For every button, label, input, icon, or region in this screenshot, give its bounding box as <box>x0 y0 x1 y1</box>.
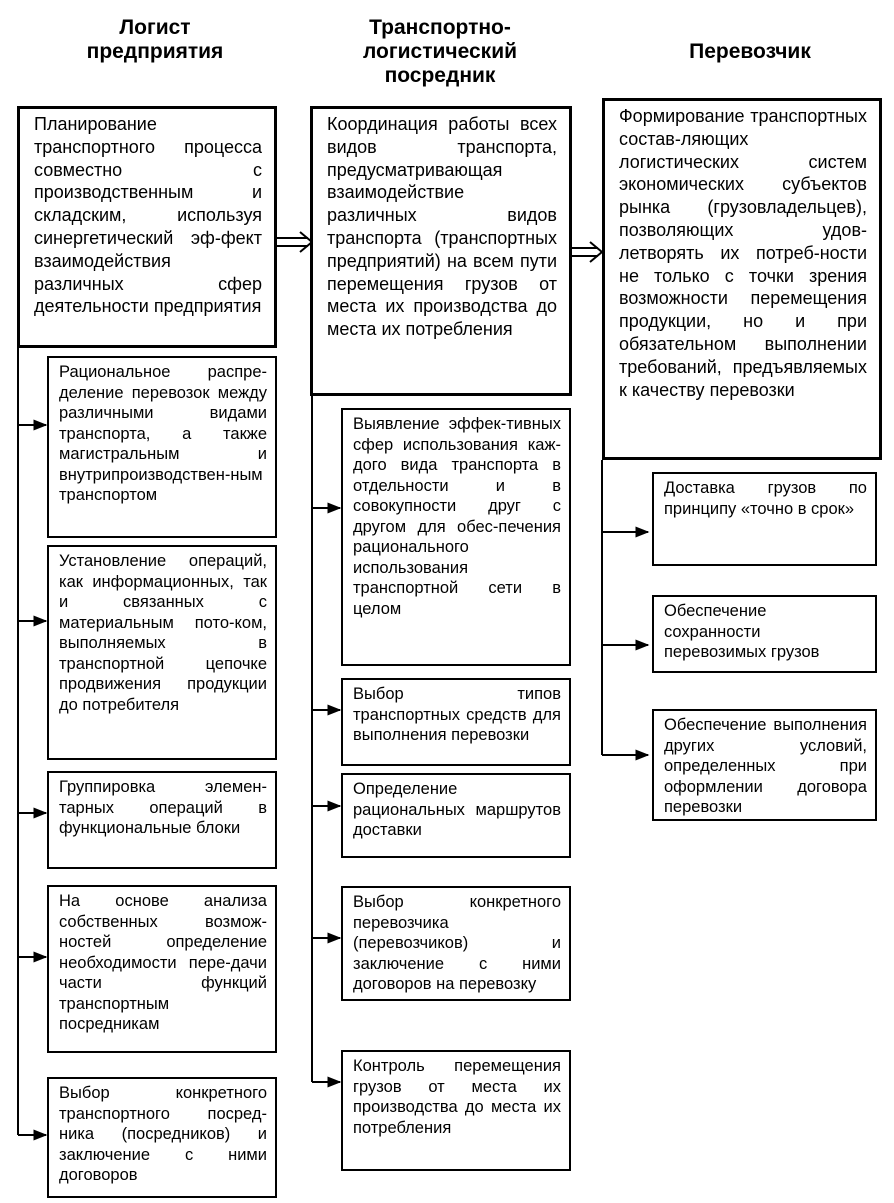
carrier-item-text: Обеспечение сохранности перевозимых грузов <box>664 602 820 661</box>
intermediary-item-text: Выбор типов транспортных средств для выполнения перевозки <box>353 685 561 744</box>
intermediary-item-text: Контроль перемещения грузов от места их производства до места их потребления <box>353 1057 561 1137</box>
intermediary-item-box <box>341 1050 571 1171</box>
carrier-main-box <box>602 98 882 460</box>
intermediary-item-box <box>341 886 571 1001</box>
logist-item-box <box>47 771 277 869</box>
double-arrow-icon <box>277 232 312 252</box>
logist-main-text: Планирование транспортного процесса совместно с производственным и складским, используя синергетический эф-фект взаимодействия различных сфер деятельности предприятия <box>34 114 262 317</box>
carrier-item-box <box>652 472 877 566</box>
logist-item-box <box>47 885 277 1053</box>
header-logist: Логист предприятия <box>86 16 224 63</box>
logist-main-box <box>17 106 277 348</box>
logist-item-box <box>47 356 277 538</box>
header-carrier: Перевозчик <box>689 40 811 63</box>
logist-item-text: Рациональное распре-деление перевозок между различными видами транспорта, а также магистральным и внутрипроизводствен-ным транспортом <box>59 363 267 504</box>
intermediary-item-box <box>341 773 571 858</box>
carrier-main-text: Формирование транспортных состав-ляющих логистических систем экономических субъектов рынка (грузовладельцев), позволяющих удов-летворять их потреб-ности не только с точки зрения возможности перемещения продукции, но и при обязательном выполнении требований, предъявляемых к качеству перевозки <box>619 106 867 400</box>
double-arrow-icon <box>571 242 602 262</box>
intermediary-item-text: Выявление эффек-тивных сфер использования каж-дого вида транспорта в отдельности и в совокупности друг с другом для обес-печения рационального использования транспортной сети в целом <box>353 415 561 618</box>
logist-item-box <box>47 1077 277 1198</box>
carrier-item-text: Обеспечение выполнения других условий, определенных при оформлении договора перевозки <box>664 716 867 816</box>
logist-item-text: Выбор конкретного транспортного посред-ника (посредников) и заключение с ними договоров <box>59 1084 267 1184</box>
logist-item-text: На основе анализа собственных возмож-ностей определение необходимости пере-дачи части функций транспортным посредникам <box>59 892 267 1033</box>
carrier-item-text: Доставка грузов по принципу «точно в срок» <box>664 479 867 518</box>
carrier-item-box <box>652 709 877 821</box>
intermediary-main-text: Координация работы всех видов транспорта, предусматривающая взаимодействие различных видов транспорта (транспортных предприятий) на всем пути перемещения грузов от места их производства до места их потребления <box>327 114 557 340</box>
header-intermediary: Транспортно-логистический посредник <box>362 16 518 87</box>
intermediary-item-text: Выбор конкретного перевозчика (перевозчиков) и заключение с ними договоров на перевозку <box>353 893 561 993</box>
intermediary-item-text: Определение рациональных маршрутов доставки <box>353 780 561 839</box>
logist-item-text: Установление операций, как информационных, так и связанных с материальным пото-ком, выполняемых в транспортной цепочке продвижения продукции до потребителя <box>59 552 267 714</box>
intermediary-main-box <box>310 106 572 396</box>
logist-item-box <box>47 545 277 760</box>
intermediary-item-box <box>341 408 571 666</box>
intermediary-item-box <box>341 678 571 766</box>
carrier-item-box <box>652 595 877 673</box>
logist-item-text: Группировка элемен-тарных операций в функциональные блоки <box>59 778 267 837</box>
